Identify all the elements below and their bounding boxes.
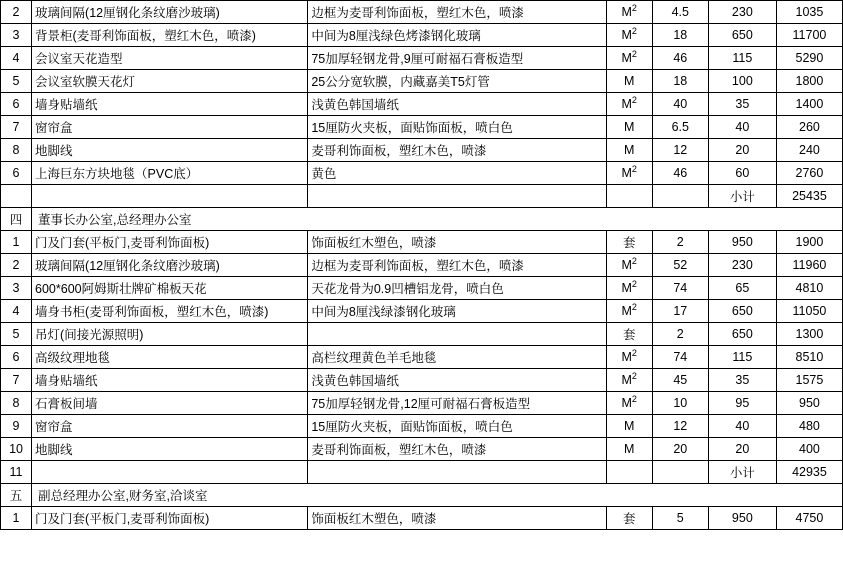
item-description bbox=[308, 461, 606, 484]
item-quantity: 40 bbox=[652, 93, 708, 116]
item-unit: $M^2$ bbox=[606, 392, 652, 415]
table-row bbox=[1, 162, 843, 185]
item-quantity: 12 bbox=[652, 415, 708, 438]
item-quantity bbox=[652, 461, 708, 484]
item-amount: 950 bbox=[776, 392, 842, 415]
item-description: 中间为8厘浅绿漆钢化玻璃 bbox=[308, 300, 606, 323]
item-amount: 4750 bbox=[776, 507, 842, 530]
item-name: 地脚线 bbox=[32, 139, 308, 162]
row-index: 4 bbox=[1, 47, 32, 70]
item-unit: $M^2$ bbox=[606, 300, 652, 323]
item-unit: M bbox=[606, 70, 652, 93]
section-title: 董事长办公室,总经理办公室 bbox=[32, 208, 843, 231]
row-index: 10 bbox=[1, 438, 32, 461]
item-unit-price: 20 bbox=[708, 438, 776, 461]
item-unit-price: 950 bbox=[708, 231, 776, 254]
table-row bbox=[1, 208, 843, 231]
item-description: 浅黄色韩国墙纸 bbox=[308, 369, 606, 392]
item-description bbox=[308, 323, 606, 346]
item-unit-price: 40 bbox=[708, 116, 776, 139]
item-amount: 2760 bbox=[776, 162, 842, 185]
item-unit-price: 60 bbox=[708, 162, 776, 185]
item-name: 窗帘盒 bbox=[32, 415, 308, 438]
row-index: 四 bbox=[1, 208, 32, 231]
table-row bbox=[1, 277, 843, 300]
item-amount: 480 bbox=[776, 415, 842, 438]
item-description: 75加厚轻钢龙骨,12厘可耐福石膏板造型 bbox=[308, 392, 606, 415]
item-description bbox=[308, 185, 606, 208]
item-amount: 1800 bbox=[776, 70, 842, 93]
item-name: 背景柜(麦哥利饰面板，塑红木色，喷漆) bbox=[32, 24, 308, 47]
item-description: 麦哥利饰面板，塑红木色，喷漆 bbox=[308, 139, 606, 162]
item-unit-price: 650 bbox=[708, 24, 776, 47]
item-unit: $M^2$ bbox=[606, 162, 652, 185]
item-quantity: 18 bbox=[652, 70, 708, 93]
item-description: 边框为麦哥利饰面板，塑红木色，喷漆 bbox=[308, 1, 606, 24]
item-name: 门及门套(平板门,麦哥利饰面板) bbox=[32, 507, 308, 530]
item-quantity: 6.5 bbox=[652, 116, 708, 139]
item-description: 边框为麦哥利饰面板，塑红木色，喷漆 bbox=[308, 254, 606, 277]
table-row bbox=[1, 484, 843, 507]
item-unit-price: 650 bbox=[708, 300, 776, 323]
item-description: 75加厚轻钢龙骨,9厘可耐福石膏板造型 bbox=[308, 47, 606, 70]
row-index: 1 bbox=[1, 507, 32, 530]
item-description: 麦哥利饰面板，塑红木色，喷漆 bbox=[308, 438, 606, 461]
item-name bbox=[32, 461, 308, 484]
item-name: 600*600阿姆斯壮牌矿棉板天花 bbox=[32, 277, 308, 300]
item-name: 会议室软膜天花灯 bbox=[32, 70, 308, 93]
table-row bbox=[1, 346, 843, 369]
item-description: 浅黄色韩国墙纸 bbox=[308, 93, 606, 116]
item-description: 15厘防火夹板，面贴饰面板，喷白色 bbox=[308, 116, 606, 139]
table-row bbox=[1, 369, 843, 392]
row-index: 8 bbox=[1, 392, 32, 415]
row-index: 8 bbox=[1, 139, 32, 162]
item-quantity: 10 bbox=[652, 392, 708, 415]
subtotal-label: 小计 bbox=[708, 185, 776, 208]
item-unit: M bbox=[606, 116, 652, 139]
item-unit: 套 bbox=[606, 323, 652, 346]
item-unit: $M^2$ bbox=[606, 277, 652, 300]
item-unit: $M^2$ bbox=[606, 93, 652, 116]
table-row bbox=[1, 231, 843, 254]
row-index: 6 bbox=[1, 346, 32, 369]
table-row bbox=[1, 323, 843, 346]
item-quantity: 17 bbox=[652, 300, 708, 323]
budget-table-body bbox=[1, 1, 843, 530]
row-index: 五 bbox=[1, 484, 32, 507]
item-description: 黄色 bbox=[308, 162, 606, 185]
item-amount: 5290 bbox=[776, 47, 842, 70]
row-index: 4 bbox=[1, 300, 32, 323]
item-description: 天花龙骨为0.9凹槽铝龙骨，喷白色 bbox=[308, 277, 606, 300]
item-name: 墙身贴墙纸 bbox=[32, 369, 308, 392]
item-name: 玻璃间隔(12厘钢化条纹磨沙玻璃) bbox=[32, 1, 308, 24]
item-amount: 4810 bbox=[776, 277, 842, 300]
row-index: 9 bbox=[1, 415, 32, 438]
item-amount: 1900 bbox=[776, 231, 842, 254]
table-row bbox=[1, 185, 843, 208]
item-quantity: 46 bbox=[652, 47, 708, 70]
item-amount: 11960 bbox=[776, 254, 842, 277]
item-name: 上海巨东方块地毯（PVC底） bbox=[32, 162, 308, 185]
item-unit: $M^2$ bbox=[606, 369, 652, 392]
row-index: 6 bbox=[1, 93, 32, 116]
table-row bbox=[1, 47, 843, 70]
item-amount: 260 bbox=[776, 116, 842, 139]
item-quantity bbox=[652, 185, 708, 208]
item-name: 会议室天花造型 bbox=[32, 47, 308, 70]
row-index: 3 bbox=[1, 24, 32, 47]
item-unit: $M^2$ bbox=[606, 346, 652, 369]
table-row bbox=[1, 139, 843, 162]
item-unit: M bbox=[606, 438, 652, 461]
item-unit-price: 65 bbox=[708, 277, 776, 300]
item-name: 玻璃间隔(12厘钢化条纹磨沙玻璃) bbox=[32, 254, 308, 277]
item-quantity: 2 bbox=[652, 323, 708, 346]
row-index: 11 bbox=[1, 461, 32, 484]
item-unit: M bbox=[606, 139, 652, 162]
item-unit: $M^2$ bbox=[606, 254, 652, 277]
item-unit: $M^2$ bbox=[606, 24, 652, 47]
item-unit: 套 bbox=[606, 507, 652, 530]
item-amount: 11700 bbox=[776, 24, 842, 47]
item-unit-price: 650 bbox=[708, 323, 776, 346]
item-name: 吊灯(间接光源照明) bbox=[32, 323, 308, 346]
row-index: 5 bbox=[1, 70, 32, 93]
item-unit-price: 230 bbox=[708, 254, 776, 277]
table-row bbox=[1, 24, 843, 47]
item-description: 中间为8厘浅绿色烤漆钢化玻璃 bbox=[308, 24, 606, 47]
table-row bbox=[1, 415, 843, 438]
item-quantity: 74 bbox=[652, 277, 708, 300]
item-unit-price: 100 bbox=[708, 70, 776, 93]
item-quantity: 12 bbox=[652, 139, 708, 162]
row-index: 6 bbox=[1, 162, 32, 185]
row-index: 7 bbox=[1, 116, 32, 139]
item-name: 窗帘盒 bbox=[32, 116, 308, 139]
item-amount: 1035 bbox=[776, 1, 842, 24]
item-unit bbox=[606, 461, 652, 484]
subtotal-label: 小计 bbox=[708, 461, 776, 484]
item-unit: M bbox=[606, 415, 652, 438]
item-quantity: 20 bbox=[652, 438, 708, 461]
item-description: 饰面板红木塑色，喷漆 bbox=[308, 507, 606, 530]
item-description: 25公分宽软膜，内藏嘉美T5灯管 bbox=[308, 70, 606, 93]
item-quantity: 46 bbox=[652, 162, 708, 185]
item-unit-price: 95 bbox=[708, 392, 776, 415]
item-quantity: 74 bbox=[652, 346, 708, 369]
item-name bbox=[32, 185, 308, 208]
table-row bbox=[1, 392, 843, 415]
item-name: 石膏板间墙 bbox=[32, 392, 308, 415]
item-unit-price: 115 bbox=[708, 346, 776, 369]
item-amount: 8510 bbox=[776, 346, 842, 369]
item-quantity: 2 bbox=[652, 231, 708, 254]
table-row bbox=[1, 438, 843, 461]
item-unit: $M^2$ bbox=[606, 1, 652, 24]
item-amount: 400 bbox=[776, 438, 842, 461]
item-quantity: 45 bbox=[652, 369, 708, 392]
item-description: 饰面板红木塑色，喷漆 bbox=[308, 231, 606, 254]
item-unit bbox=[606, 185, 652, 208]
item-unit-price: 115 bbox=[708, 47, 776, 70]
row-index: 1 bbox=[1, 231, 32, 254]
table-row bbox=[1, 461, 843, 484]
table-row bbox=[1, 93, 843, 116]
item-name: 地脚线 bbox=[32, 438, 308, 461]
item-amount: 11050 bbox=[776, 300, 842, 323]
item-unit: 套 bbox=[606, 231, 652, 254]
item-unit-price: 20 bbox=[708, 139, 776, 162]
item-quantity: 5 bbox=[652, 507, 708, 530]
item-name: 墙身书柜(麦哥利饰面板，塑红木色，喷漆) bbox=[32, 300, 308, 323]
item-name: 墙身贴墙纸 bbox=[32, 93, 308, 116]
table-row bbox=[1, 254, 843, 277]
table-row bbox=[1, 507, 843, 530]
item-description: 15厘防火夹板，面贴饰面板，喷白色 bbox=[308, 415, 606, 438]
item-quantity: 52 bbox=[652, 254, 708, 277]
row-index bbox=[1, 185, 32, 208]
item-description: 高栏纹理黄色羊毛地毯 bbox=[308, 346, 606, 369]
row-index: 2 bbox=[1, 254, 32, 277]
table-row bbox=[1, 116, 843, 139]
table-row bbox=[1, 1, 843, 24]
item-name: 高级纹理地毯 bbox=[32, 346, 308, 369]
row-index: 5 bbox=[1, 323, 32, 346]
item-unit-price: 230 bbox=[708, 1, 776, 24]
section-title: 副总经理办公室,财务室,洽谈室 bbox=[32, 484, 843, 507]
item-unit-price: 950 bbox=[708, 507, 776, 530]
row-index: 2 bbox=[1, 1, 32, 24]
item-quantity: 18 bbox=[652, 24, 708, 47]
item-unit-price: 35 bbox=[708, 369, 776, 392]
table-row bbox=[1, 70, 843, 93]
item-unit: $M^2$ bbox=[606, 47, 652, 70]
item-quantity: 4.5 bbox=[652, 1, 708, 24]
item-amount: 1575 bbox=[776, 369, 842, 392]
item-name: 门及门套(平板门,麦哥利饰面板) bbox=[32, 231, 308, 254]
subtotal-amount: 25435 bbox=[776, 185, 842, 208]
item-amount: 240 bbox=[776, 139, 842, 162]
item-amount: 1300 bbox=[776, 323, 842, 346]
subtotal-amount: 42935 bbox=[776, 461, 842, 484]
item-amount: 1400 bbox=[776, 93, 842, 116]
item-unit-price: 35 bbox=[708, 93, 776, 116]
table-row bbox=[1, 300, 843, 323]
row-index: 7 bbox=[1, 369, 32, 392]
row-index: 3 bbox=[1, 277, 32, 300]
item-unit-price: 40 bbox=[708, 415, 776, 438]
